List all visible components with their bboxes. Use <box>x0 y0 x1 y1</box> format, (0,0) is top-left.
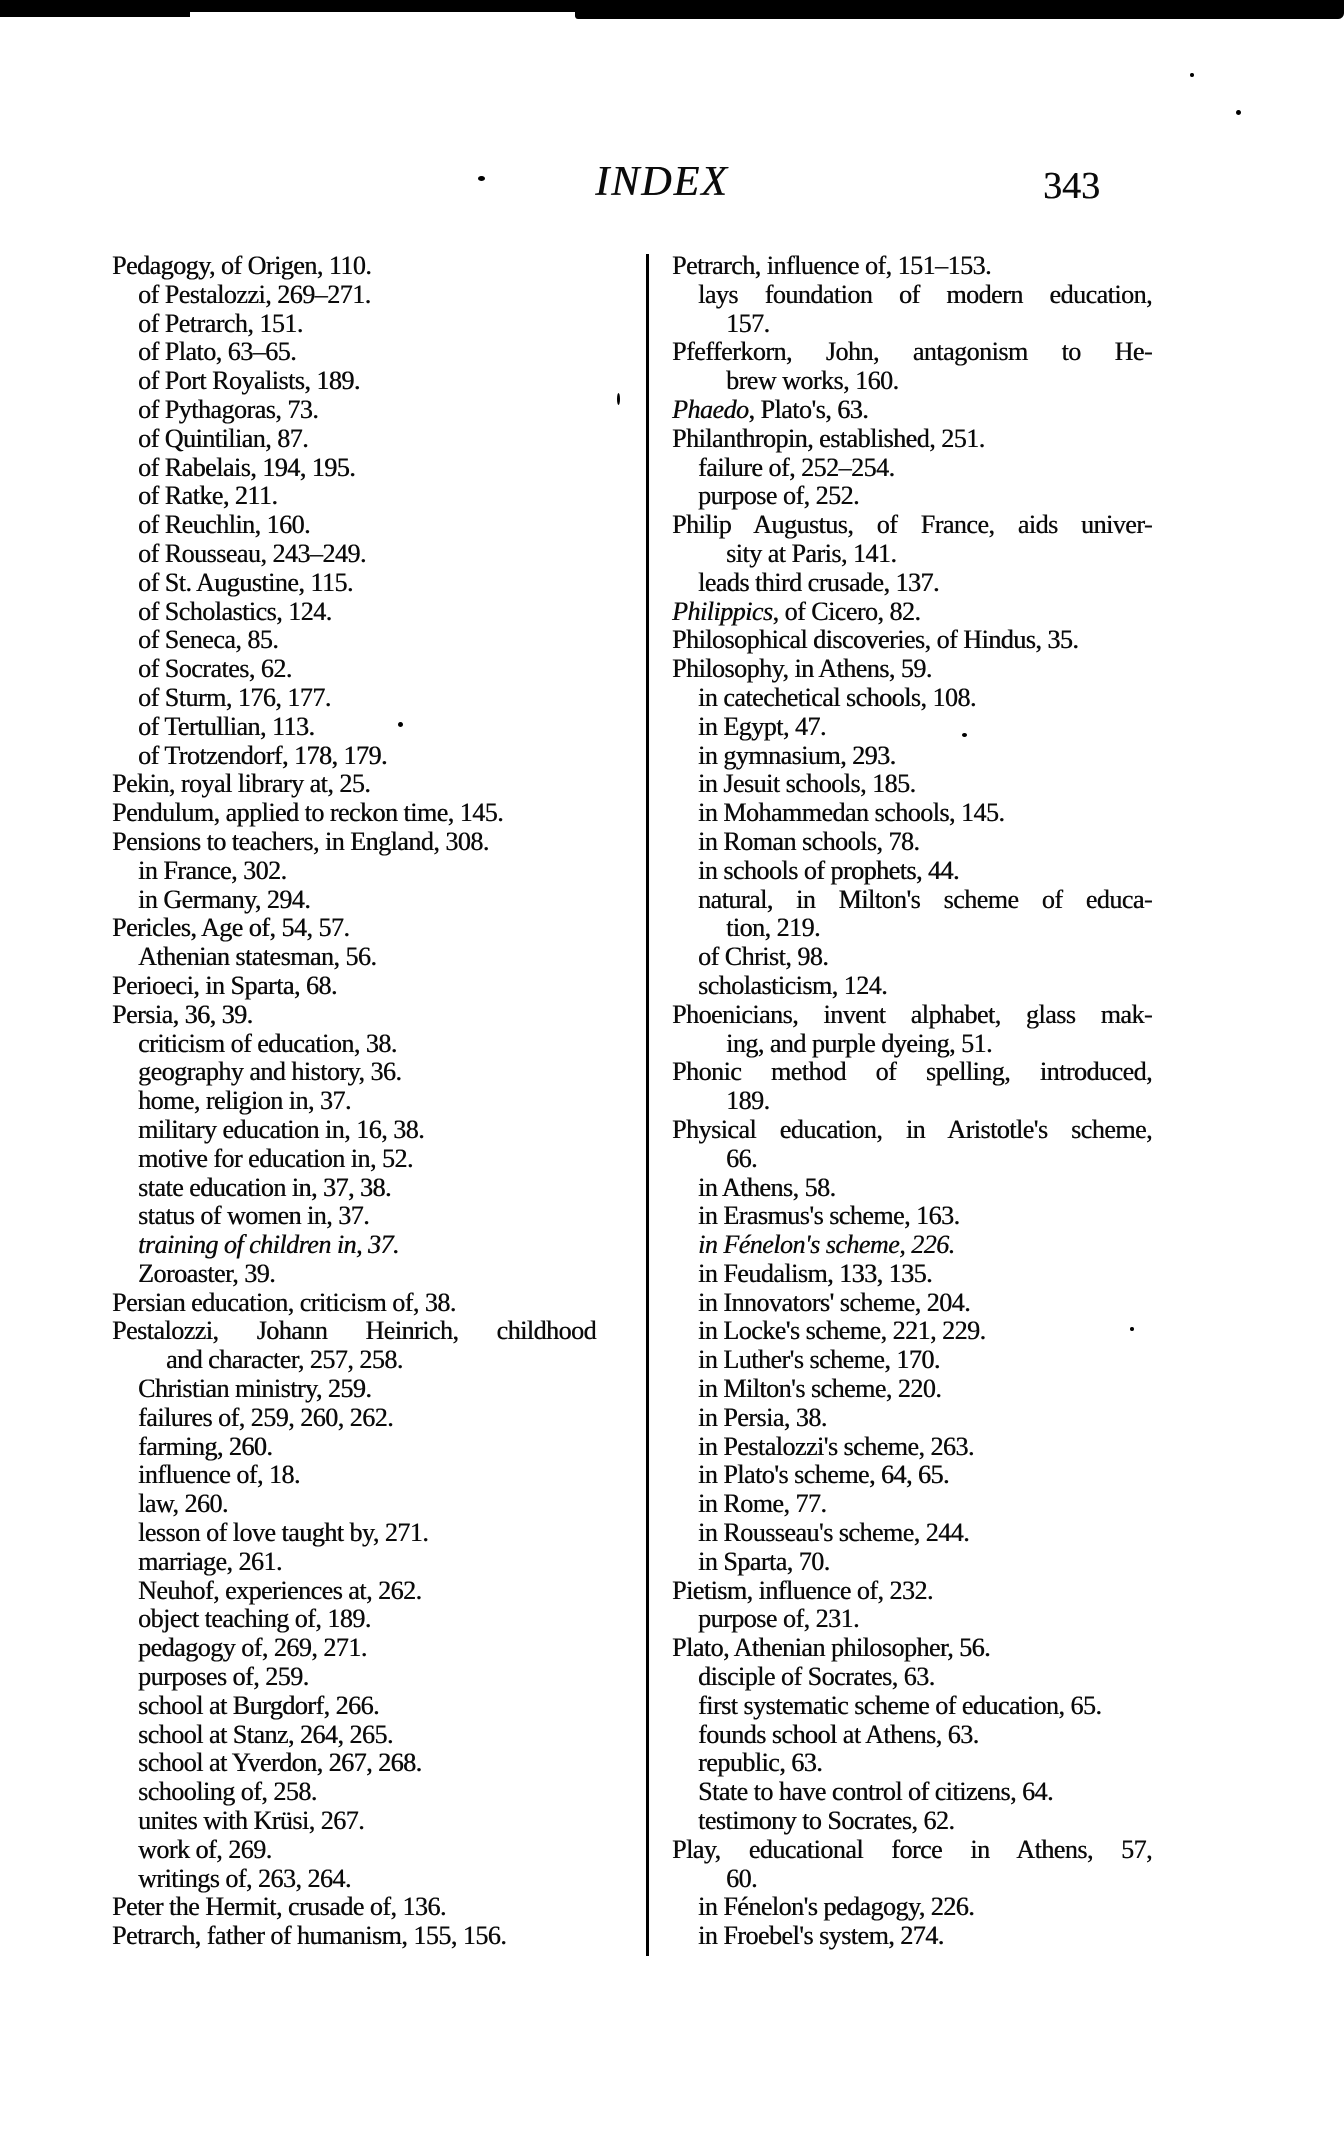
index-entry: failures of, 259, 260, 262. <box>138 1402 394 1432</box>
index-entry: Pekin, royal library at, 25. <box>112 769 371 799</box>
index-entry: school at Burgdorf, 266. <box>138 1690 379 1720</box>
index-entry: in Erasmus's scheme, 163. <box>698 1201 960 1231</box>
index-entry: motive for education in, 52. <box>138 1143 413 1173</box>
scan-artifact-top-bar <box>0 12 190 17</box>
index-entry: lays foundation of modern education, <box>698 279 1152 309</box>
index-entry-text: , of Cicero, 82. <box>772 596 921 626</box>
index-entry: Petrarch, influence of, 151–153. <box>672 251 992 280</box>
index-entry: state education in, 37, 38. <box>138 1172 391 1202</box>
index-entry: in Persia, 38. <box>698 1402 827 1432</box>
index-entry: Physical education, in Aristotle's scheme, <box>672 1114 1152 1144</box>
index-entry: first systematic scheme of education, 65. <box>698 1690 1102 1720</box>
index-entry: purpose of, 252. <box>698 481 859 511</box>
index-entry: Phonic method of spelling, introduced, <box>672 1057 1152 1087</box>
index-entry: in Rome, 77. <box>698 1489 827 1519</box>
index-entry: of Christ, 98. <box>698 942 829 972</box>
index-entry: Pestalozzi, Johann Heinrich, childhood <box>112 1316 596 1346</box>
index-entry: schooling of, 258. <box>138 1777 317 1807</box>
index-entry: republic, 63. <box>698 1748 823 1778</box>
index-entry: in Luther's scheme, 170. <box>698 1345 940 1375</box>
index-entry: in gymnasium, 293. <box>698 740 896 770</box>
scan-speck <box>1130 1327 1134 1331</box>
index-entry: in Jesuit schools, 185. <box>698 769 916 799</box>
index-entry: Pedagogy, of Origen, 110. <box>112 251 372 280</box>
index-entry: in Milton's scheme, 220. <box>698 1374 942 1404</box>
index-entry: of Trotzendorf, 178, 179. <box>138 740 387 770</box>
index-entry: Persia, 36, 39. <box>112 999 253 1029</box>
index-entry <box>672 598 1152 627</box>
index-entry: in Plato's scheme, 64, 65. <box>698 1460 949 1490</box>
index-entry: Play, educational force in Athens, 57, <box>672 1834 1152 1864</box>
index-entry: Pericles, Age of, 54, 57. <box>112 913 350 943</box>
index-entry: Peter the Hermit, crusade of, 136. <box>112 1892 446 1922</box>
index-entry: of Quintilian, 87. <box>138 423 309 453</box>
index-entry: Pendulum, applied to reckon time, 145. <box>112 798 504 828</box>
index-entry: in Locke's scheme, 221, 229. <box>698 1316 986 1346</box>
scan-artifact-top-bar <box>575 0 1344 19</box>
index-entry: farming, 260. <box>138 1431 273 1461</box>
index-entry: and character, 257, 258. <box>166 1345 403 1375</box>
index-entry: testimony to Socrates, 62. <box>698 1806 955 1836</box>
index-entry: purpose of, 231. <box>698 1604 859 1634</box>
index-entry: of Ratke, 211. <box>138 481 278 511</box>
index-entry: 189. <box>726 1086 770 1116</box>
scan-speck <box>962 733 967 737</box>
index-entry: Philosophy, in Athens, 59. <box>672 654 932 684</box>
index-entry: law, 260. <box>138 1489 228 1519</box>
index-entry: in schools of prophets, 44. <box>698 855 959 885</box>
index-entry: status of women in, 37. <box>138 1201 370 1231</box>
index-entry: pedagogy of, 269, 271. <box>138 1633 367 1663</box>
page-number: 343 <box>1043 165 1100 207</box>
index-entry: Plato, Athenian philosopher, 56. <box>672 1633 991 1663</box>
index-entry: home, religion in, 37. <box>138 1086 351 1116</box>
index-entry: of Seneca, 85. <box>138 625 279 655</box>
index-entry: Athenian statesman, 56. <box>138 942 377 972</box>
index-entry: Persian education, criticism of, 38. <box>112 1287 456 1317</box>
index-entry: in catechetical schools, 108. <box>698 682 976 712</box>
index-entry: State to have control of citizens, 64. <box>698 1777 1054 1807</box>
index-entry: Zoroaster, 39. <box>138 1258 276 1288</box>
index-entry: Pietism, influence of, 232. <box>672 1575 933 1605</box>
index-entry: writings of, 263, 264. <box>138 1863 351 1893</box>
index-entry: in Fénelon's scheme, 226. <box>698 1230 955 1260</box>
index-entry: purposes of, 259. <box>138 1662 309 1692</box>
index-entry: in Froebel's system, 274. <box>698 1921 944 1951</box>
index-entry <box>672 396 1152 425</box>
index-entry: scholasticism, 124. <box>698 970 888 1000</box>
index-entry: natural, in Milton's scheme of educa- <box>698 884 1152 914</box>
index-entry: 60. <box>726 1863 757 1893</box>
index-entry: disciple of Socrates, 63. <box>698 1662 935 1692</box>
index-entry: criticism of education, 38. <box>138 1028 397 1058</box>
index-entry: Neuhof, experiences at, 262. <box>138 1575 422 1605</box>
index-entry: of Scholastics, 124. <box>138 596 332 626</box>
index-entry: of Petrarch, 151. <box>138 308 303 338</box>
index-entry: marriage, 261. <box>138 1546 282 1576</box>
index-entry: in France, 302. <box>138 855 287 885</box>
index-entry: brew works, 160. <box>726 366 899 396</box>
index-entry: of Plato, 63–65. <box>138 337 297 367</box>
index-entry: in Feudalism, 133, 135. <box>698 1258 933 1288</box>
index-entry: leads third crusade, 137. <box>698 567 939 597</box>
index-entry-term: Phaedo <box>672 394 749 424</box>
index-entry: Pensions to teachers, in England, 308. <box>112 826 489 856</box>
index-entry: in Pestalozzi's scheme, 263. <box>698 1431 974 1461</box>
index-entry-text: , Plato's, 63. <box>748 394 869 424</box>
index-entry: of St. Augustine, 115. <box>138 567 353 597</box>
scan-speck <box>398 722 403 727</box>
index-entry: in Innovators' scheme, 204. <box>698 1287 971 1317</box>
index-entry: geography and history, 36. <box>138 1057 402 1087</box>
index-entry: Philosophical discoveries, of Hindus, 35. <box>672 625 1079 655</box>
index-entry: object teaching of, 189. <box>138 1604 371 1634</box>
index-column-left <box>112 252 596 1951</box>
index-entry: of Pestalozzi, 269–271. <box>138 279 371 309</box>
scan-speck <box>1236 110 1241 115</box>
index-entry: in Roman schools, 78. <box>698 826 920 856</box>
column-divider-rule <box>646 254 649 1956</box>
index-entry: Philip Augustus, of France, aids univer- <box>672 510 1152 540</box>
index-entry: of Socrates, 62. <box>138 654 292 684</box>
index-entry: lesson of love taught by, 271. <box>138 1518 429 1548</box>
index-entry: in Egypt, 47. <box>698 711 826 741</box>
index-entry: tion, 219. <box>726 913 820 943</box>
scan-speck <box>478 176 485 181</box>
index-entry: Phoenicians, invent alphabet, glass mak- <box>672 999 1152 1029</box>
index-entry: in Athens, 58. <box>698 1172 836 1202</box>
index-entry: school at Stanz, 264, 265. <box>138 1719 393 1749</box>
index-entry: Christian ministry, 259. <box>138 1374 372 1404</box>
index-entry: of Rabelais, 194, 195. <box>138 452 356 482</box>
index-entry: Petrarch, father of humanism, 155, 156. <box>112 1921 507 1951</box>
index-entry: military education in, 16, 38. <box>138 1114 425 1144</box>
index-entry: in Germany, 294. <box>138 884 311 914</box>
index-entry: in Fénelon's pedagogy, 226. <box>698 1892 975 1922</box>
scan-speck <box>617 393 620 405</box>
index-entry: Pfefferkorn, John, antagonism to He- <box>672 337 1152 367</box>
index-entry: training of children in, 37. <box>138 1230 399 1260</box>
index-entry: 66. <box>726 1143 757 1173</box>
index-entry: in Sparta, 70. <box>698 1546 830 1576</box>
running-head-title: INDEX <box>595 159 729 205</box>
index-entry: work of, 269. <box>138 1834 272 1864</box>
index-entry: Perioeci, in Sparta, 68. <box>112 970 337 1000</box>
index-entry: in Rousseau's scheme, 244. <box>698 1518 970 1548</box>
index-entry: ing, and purple dyeing, 51. <box>726 1028 992 1058</box>
index-entry: school at Yverdon, 267, 268. <box>138 1748 422 1778</box>
scan-speck <box>1190 73 1194 77</box>
index-entry: of Reuchlin, 160. <box>138 510 311 540</box>
index-entry: of Tertullian, 113. <box>138 711 315 741</box>
index-entry: of Rousseau, 243–249. <box>138 538 366 568</box>
index-entry: sity at Paris, 141. <box>726 538 897 568</box>
index-entry: 157. <box>726 308 770 338</box>
index-entry: influence of, 18. <box>138 1460 300 1490</box>
index-entry: of Pythagoras, 73. <box>138 394 319 424</box>
index-column-right <box>672 252 1152 1951</box>
index-entry: of Port Royalists, 189. <box>138 366 360 396</box>
index-entry: failure of, 252–254. <box>698 452 895 482</box>
index-entry: Philanthropin, established, 251. <box>672 423 985 453</box>
index-entry: in Mohammedan schools, 145. <box>698 798 1005 828</box>
index-entry-term: Philippics <box>672 596 773 626</box>
index-entry: of Sturm, 176, 177. <box>138 682 331 712</box>
index-entry: founds school at Athens, 63. <box>698 1719 979 1749</box>
index-entry: unites with Krüsi, 267. <box>138 1806 365 1836</box>
